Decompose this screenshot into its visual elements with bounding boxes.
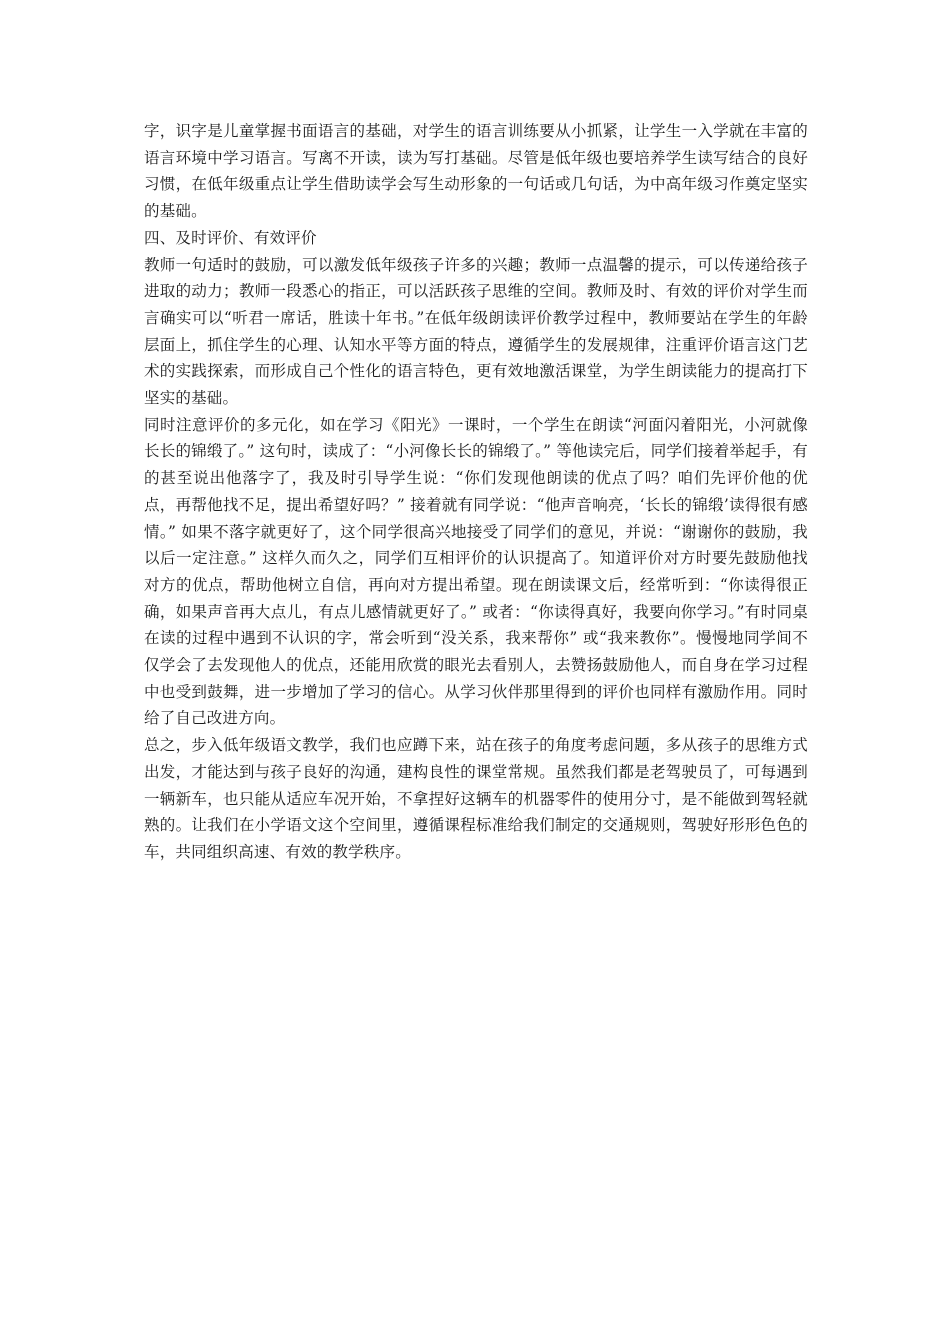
paragraph-intro: 字，识字是儿童掌握书面语言的基础，对学生的语言训练要从小抓紧，让学生一入学就在丰富的语言环境中学习语言。写离不开读，读为写打基础。尽管是低年级也要培养学生读写结合的良好习惯，在低年级重点让学生借助读学会写生动形象的一句话或几句话，为中高年级习作奠定坚实的基础。: [144, 122, 808, 221]
paragraph-diversified-evaluation: 同时注意评价的多元化，如在学习《阳光》一课时，一个学生在朗读“河面闪着阳光，小河就像长长的锦缎了。” 这句时，读成了：“小河像长长的锦缎了。” 等他读完后，同学们接着举起手，有的甚至说出他落字了，我及时引导学生说：“你们发现他朗读的优点了吗？咱们先评价他的优点，再帮他找不足，提出希望好吗？” 接着就有同学说：“他声音响亮，‘长长的锦缎’读得很有感情。” 如果不落字就更好了，这个同学很高兴地接受了同学们的意见，并说：“谢谢你的鼓励，我以后一定注意。” 这样久而久之，同学们互相评价的认识提高了。知道评价对方时要先鼓励他找对方的优点，帮助他树立自信，再向对方提出希望。现在朗读课文后，经常听到：“你读得很正确，如果声音再大点儿，有点儿感情就更好了。” 或者：“你读得真好，我要向你学习。”有时同桌在读的过程中遇到不认识的字，常会听到“没关系，我来帮你” 或“我来教你”。慢慢地同学间不仅学会了去发现他人的优点，还能用欣赏的眼光去看别人，去赞扬鼓励他人，而自身在学习过程中也受到鼓舞，进一步增加了学习的信心。从学习伙伴那里得到的评价也同样有激励作用。同时给了自己改进方向。: [144, 415, 808, 728]
section-heading: 四、及时评价、有效评价: [144, 228, 317, 247]
document-body: [144, 118, 808, 866]
paragraph-conclusion: 总之，步入低年级语文教学，我们也应蹲下来，站在孩子的角度考虑问题，多从孩子的思维方式出发，才能达到与孩子良好的沟通，建构良性的课堂常规。虽然我们都是老驾驶员了，可每遇到一辆新车，也只能从适应车况开始，不拿捏好这辆车的机器零件的使用分寸，是不能做到驾轻就熟的。让我们在小学语文这个空间里，遵循课程标准给我们制定的交通规则，驾驶好形形色色的车，共同组织高速、有效的教学秩序。: [144, 736, 808, 861]
paragraph-evaluation: 教师一句适时的鼓励，可以激发低年级孩子许多的兴趣；教师一点温馨的提示，可以传递给孩子进取的动力；教师一段悉心的指正，可以活跃孩子思维的空间。教师及时、有效的评价对学生而言确实可以“听君一席话，胜读十年书。”在低年级朗读评价教学过程中，教师要站在学生的年龄层面上，抓住学生的心理、认知水平等方面的特点，遵循学生的发展规律，注重评价语言这门艺术的实践探索，而形成自己个性化的语言特色，更有效地激活课堂，为学生朗读能力的提高打下坚实的基础。: [144, 255, 808, 408]
